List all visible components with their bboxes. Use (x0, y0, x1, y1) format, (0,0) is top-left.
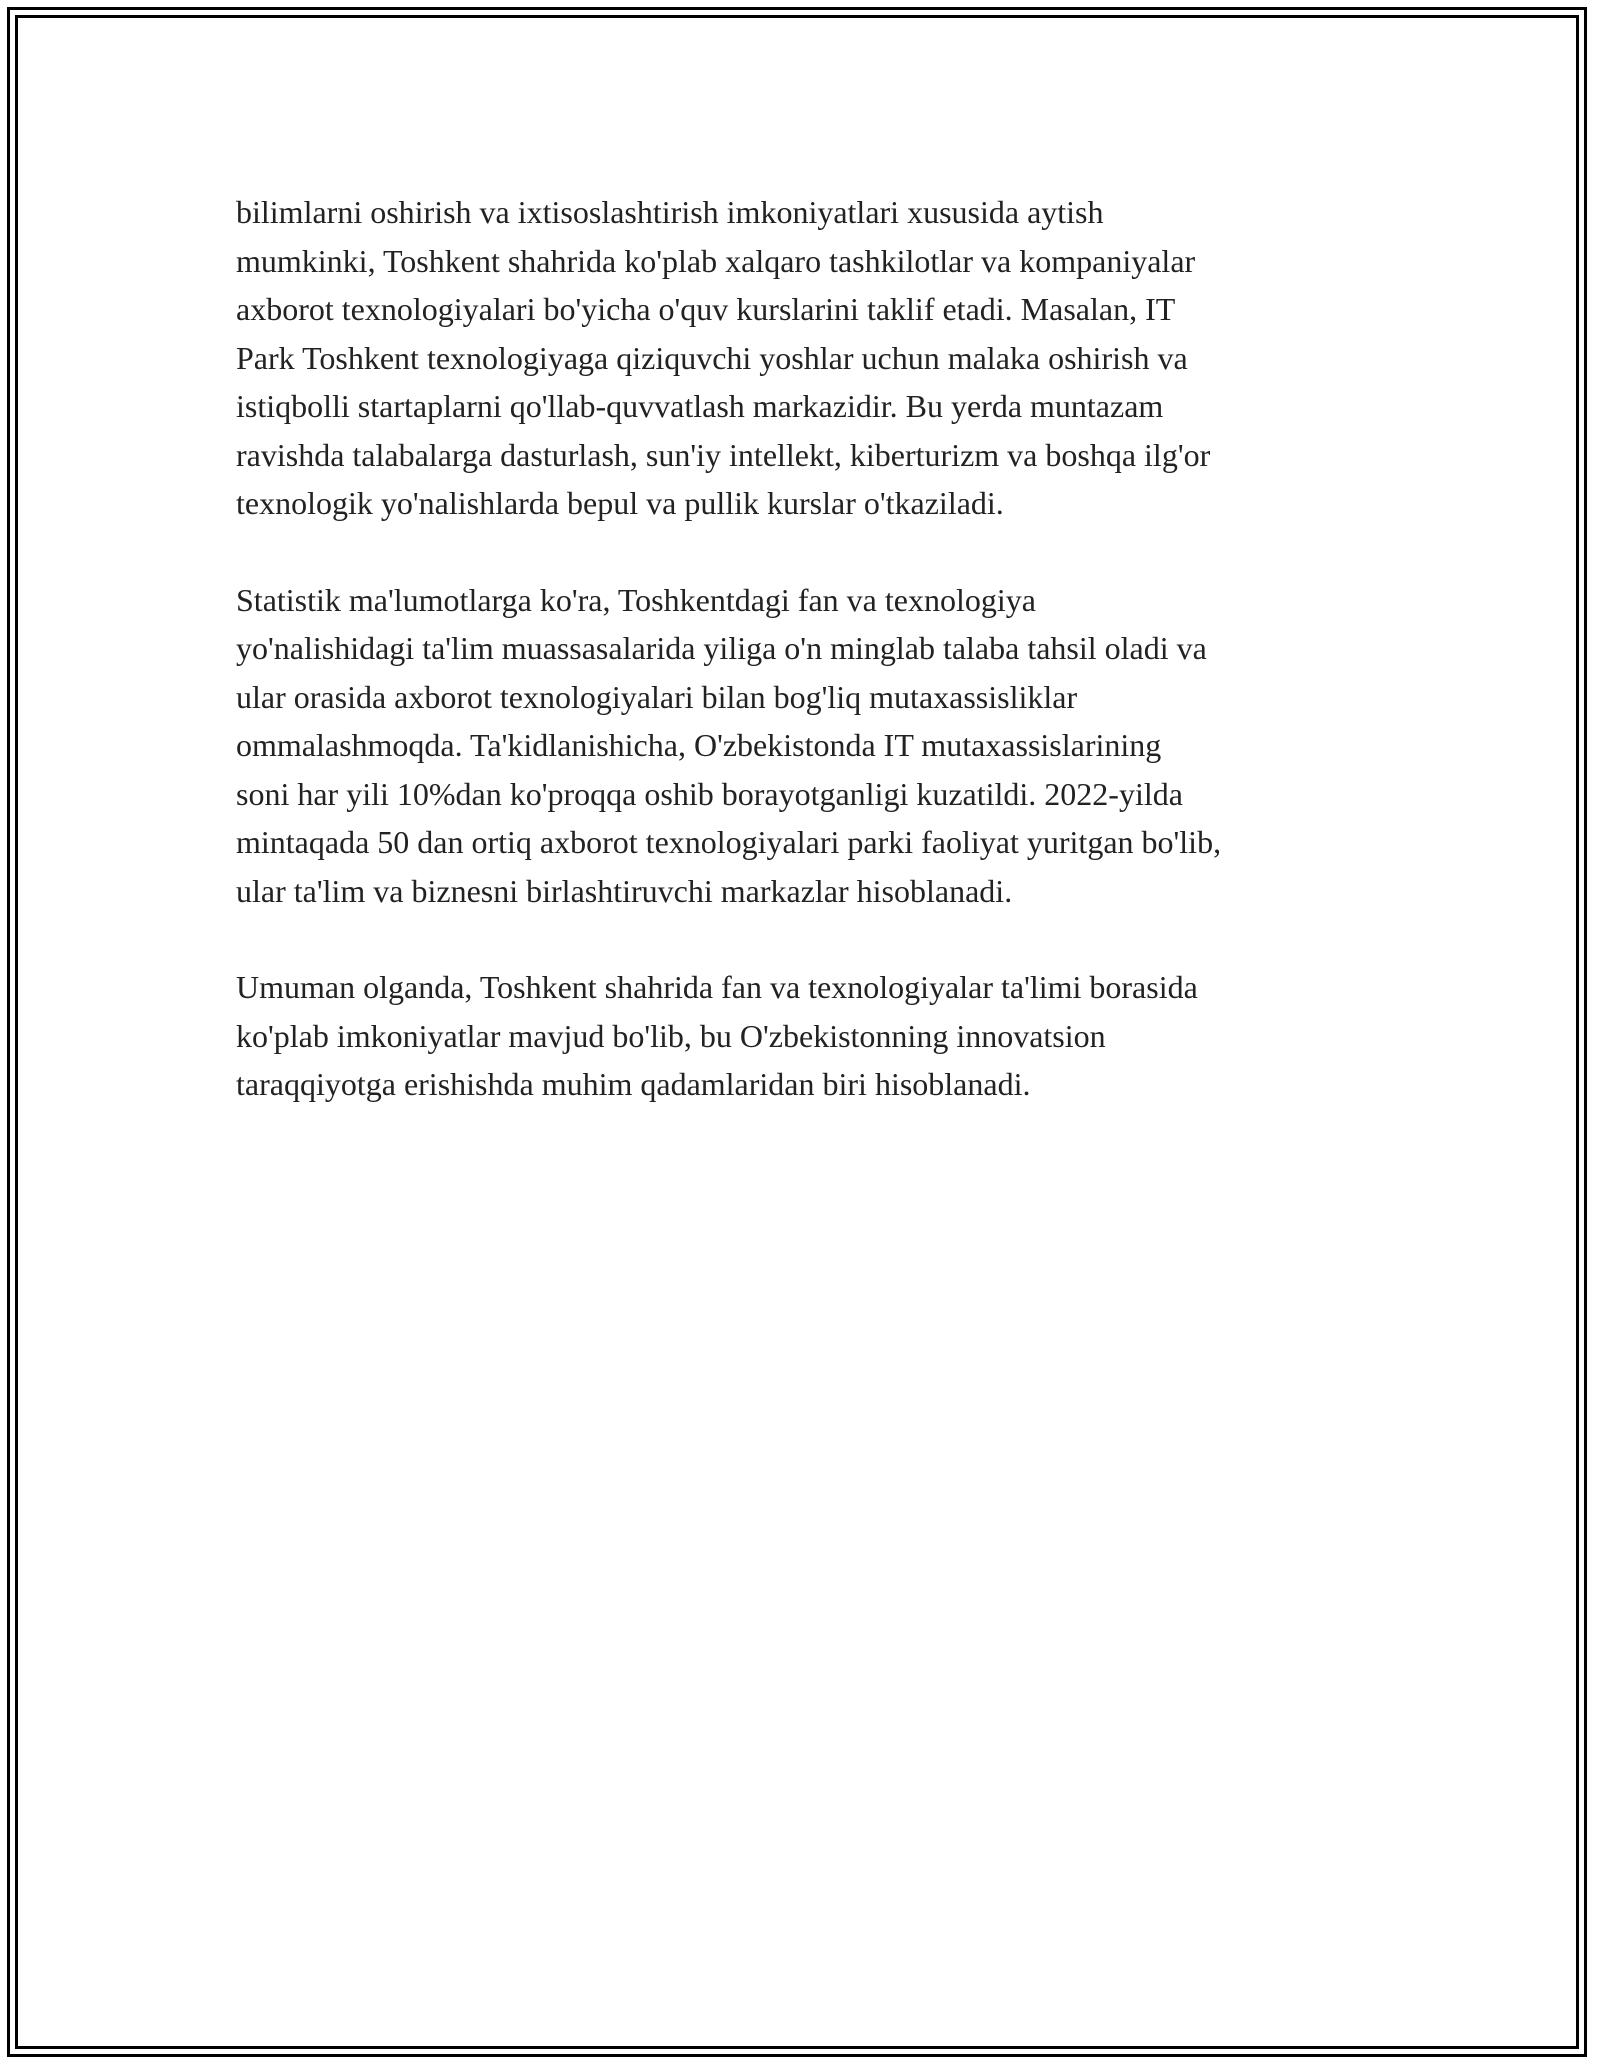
paragraph-2: Statistik ma'lumotlarga ko'ra, Toshkentdagi fan va texnologiya yo'nalishidagi ta'lim muassasalarida yiliga o'n minglab talaba tahsil oladi va ular orasida axborot texnologiyalari bilan bog'liq mutaxassisliklar ommalashmoqda. Ta'kidlanishicha, O'zbekistonda IT mutaxassislarining soni har yili 10%dan ko'proqqa oshib borayotganligi kuzatildi. 2022-yilda mintaqada 50 dan ortiq axborot texnologiyalari parki faoliyat yuritgan bo'lib, ular ta'lim va biznesni birlashtiruvchi markazlar hisoblanadi. (236, 581, 1222, 909)
paragraph-3: Umuman olganda, Toshkent shahrida fan va texnologiyalar ta'limi borasida ko'plab imkoniyatlar mavjud bo'lib, bu O'zbekistonning innovatsion taraqqiyotga erishishda muhim qadamlaridan biri hisoblanadi. (236, 969, 1198, 1102)
paragraph-1: bilimlarni oshirish va ixtisoslashtirish imkoniyatlari xususida aytish mumkinki, Toshkent shahrida ko'plab xalqaro tashkilotlar va kompaniyalar axborot texnologiyalari bo'yicha o'quv kurslarini taklif etadi. Masalan, IT Park Toshkent texnologiyaga qiziquvchi yoshlar uchun malaka oshirish va istiqbolli startaplarni qo'llab-quvvatlash markazidir. Bu yerda muntazam ravishda talabalarga dasturlash, sun'iy intellekt, kiberturizm va boshqa ilg'or texnologik yo'nalishlarda bepul va pullik kurslar o'tkaziladi. (236, 194, 1211, 521)
document-body (236, 188, 1386, 1157)
